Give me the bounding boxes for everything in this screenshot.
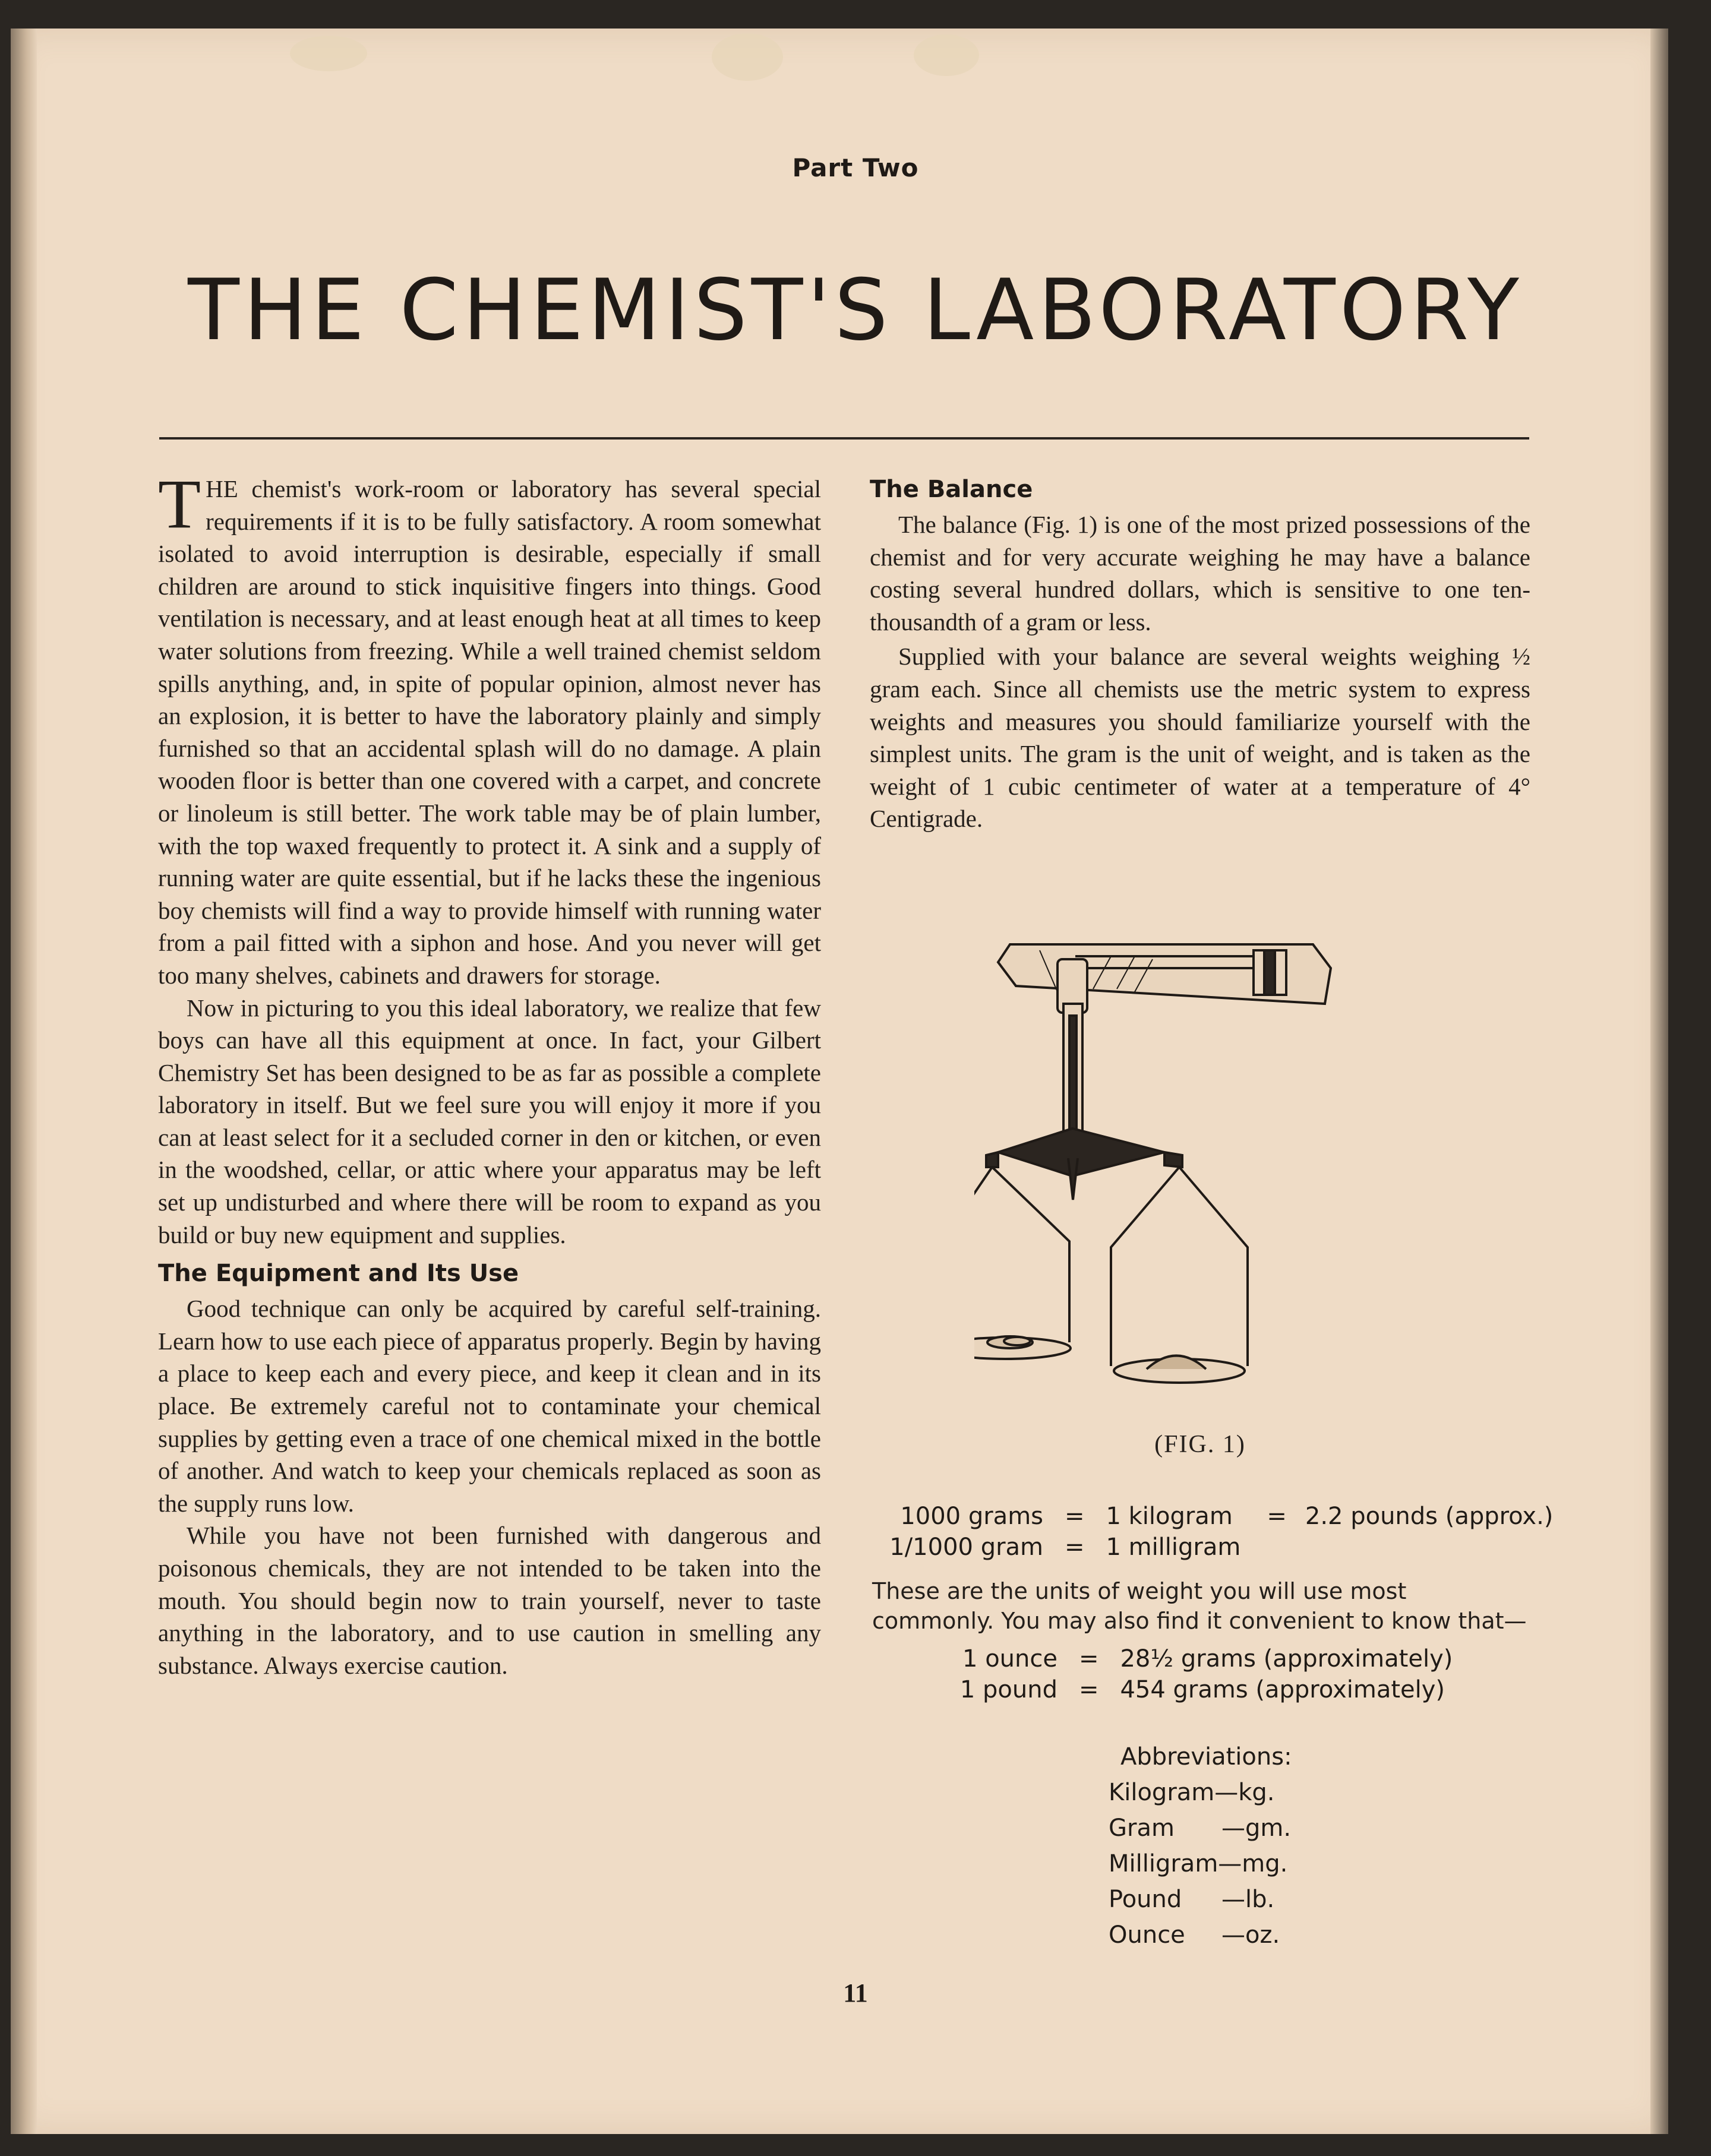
- intro-paragraph: [158, 465, 821, 992]
- paragraph: The balance (Fig. 1) is one of the most prized possessions of the chemist and for very accurate weighing he may have a balance costing several hundred dollars, which is sensitive to one ten-thousandth of a gram or less.: [870, 511, 1530, 636]
- equation-term: 1 milligram: [1106, 1534, 1241, 1561]
- abbreviations: [1109, 1739, 1292, 1953]
- stain: [290, 36, 367, 71]
- paragraph: Good technique can only be acquired by careful self-training. Learn how to use each piece of apparatus properly. Begin by having a place to keep each and every piece, and keep it clean and in its place. Be extremely careful not to contaminate your chemical supplies by getting even a trace of one chemical mixed in the bottle of another. And watch to keep your chemicals replaced as soon as the supply runs low.: [158, 1295, 821, 1517]
- paragraph: While you have not been furnished with dangerous and poisonous chemicals, they are not intended to be taken into the mouth. You should begin now to train yourself, never to taste anything in the laboratory, and to use caution in smelling any substance. Always exercise caution.: [158, 1522, 821, 1679]
- page-title: THE CHEMIST'S LABORATORY: [188, 261, 1523, 359]
- paragraph: Supplied with your balance are several weights weighing ½ gram each. Since all chemists use the metric system to express weights and measures you should familiarize yourself with the simplest units. The gram is the unit of weight, and is taken as the weight of 1 cubic centimeter of water at a temperature of 4° Centigrade.: [870, 643, 1530, 833]
- abbr-value: —mg.: [1218, 1850, 1288, 1877]
- abbr-unit: Kilogram: [1109, 1779, 1215, 1806]
- equation-term: 2.2 pounds (approx.): [1305, 1503, 1554, 1530]
- balance-illustration: [974, 932, 1438, 1443]
- conversion-row: [927, 1676, 1445, 1703]
- equals-sign: =: [1064, 1534, 1085, 1561]
- abbr-value: —gm.: [1221, 1814, 1292, 1842]
- abbr-unit: Milligram: [1109, 1850, 1218, 1877]
- conversion-row: [927, 1645, 1453, 1673]
- abbreviations-title: Abbreviations:: [1120, 1743, 1292, 1771]
- abbr-value: —oz.: [1221, 1921, 1280, 1949]
- equation-row: [873, 1534, 1240, 1561]
- figure-caption: (FIG. 1): [1154, 1431, 1246, 1458]
- equation-term: 1 kilogram: [1106, 1503, 1233, 1530]
- equation-term: 1000 grams: [900, 1503, 1043, 1530]
- equals-sign: =: [1078, 1645, 1099, 1673]
- part-label: Part Two: [792, 153, 919, 182]
- abbreviation-row: [1109, 1882, 1292, 1917]
- left-column: [158, 465, 821, 1681]
- right-column: [870, 473, 1530, 835]
- abbreviation-row: [1109, 1917, 1292, 1953]
- abbreviation-row: [1109, 1810, 1292, 1846]
- conversion-term: 1 ounce: [962, 1645, 1057, 1673]
- title-rule: [159, 437, 1529, 440]
- abbreviation-row: [1109, 1846, 1292, 1882]
- equals-sign: =: [1078, 1676, 1099, 1703]
- equals-sign: =: [1064, 1503, 1085, 1530]
- units-note: These are the units of weight you will use most commonly. You may also find it convenient to know that—: [872, 1578, 1527, 1634]
- abbr-unit: Gram: [1109, 1814, 1175, 1842]
- stain: [712, 33, 783, 81]
- conversion-term: 28½ grams (approximately): [1120, 1645, 1453, 1673]
- equation-row: [889, 1503, 1553, 1530]
- abbr-unit: Ounce: [1109, 1921, 1185, 1949]
- equals-sign: =: [1267, 1503, 1287, 1530]
- drop-cap: T: [158, 465, 201, 543]
- conversion-term: 454 grams (approximately): [1120, 1676, 1445, 1703]
- page-number: 11: [843, 1978, 868, 2008]
- abbr-unit: Pound: [1109, 1886, 1182, 1913]
- abbr-value: —lb.: [1221, 1886, 1275, 1913]
- paragraph: Now in picturing to you this ideal laboratory, we realize that few boys can have all this equipment at once. In fact, your Gilbert Chemistry Set has been designed to be as far as possible a complete laboratory in itself. But we feel sure you will enjoy it more if you can at least select for it a secluded corner in den or kitchen, or even in the woodshed, cellar, or attic where your apparatus may be left set up undisturbed and where there will be room to expand as you build or buy new equipment and supplies.: [158, 994, 821, 1248]
- conversion-term: 1 pound: [959, 1676, 1057, 1703]
- equation-term: 1/1000 gram: [889, 1534, 1043, 1561]
- abbr-value: —kg.: [1214, 1779, 1275, 1806]
- intro-text: HE chemist's work-room or laboratory has several special requirements if it is to be fully satisfactory. A room somewhat isolated to avoid interruption is desirable, especially if small children are around to stick inquisitive fingers into things. Good ventilation is necessary, and at least enough heat at all times to keep water solutions from freezing. While a well trained chemist seldom spills anything, and, in spite of popular opinion, almost never has an explosion, it is better to have the laboratory plainly and simply furnished so that an accidental splash will do no damage. A plain wooden floor is better than one covered with a carpet, and concrete or linoleum is still better. The work table may be of plain lumber, with the top waxed frequently to protect it. A sink and a supply of running water are quite essential, but if he lacks these the ingenious boy chemists will find a way to provide himself with running water from a pail fitted with a siphon and hose. And you never will get too many shelves, cabinets and drawers for storage.: [158, 475, 821, 989]
- stain: [914, 34, 979, 76]
- section-heading: The Equipment and Its Use: [158, 1260, 519, 1288]
- abbreviation-row: [1109, 1775, 1292, 1810]
- balance-heading: The Balance: [870, 476, 1033, 503]
